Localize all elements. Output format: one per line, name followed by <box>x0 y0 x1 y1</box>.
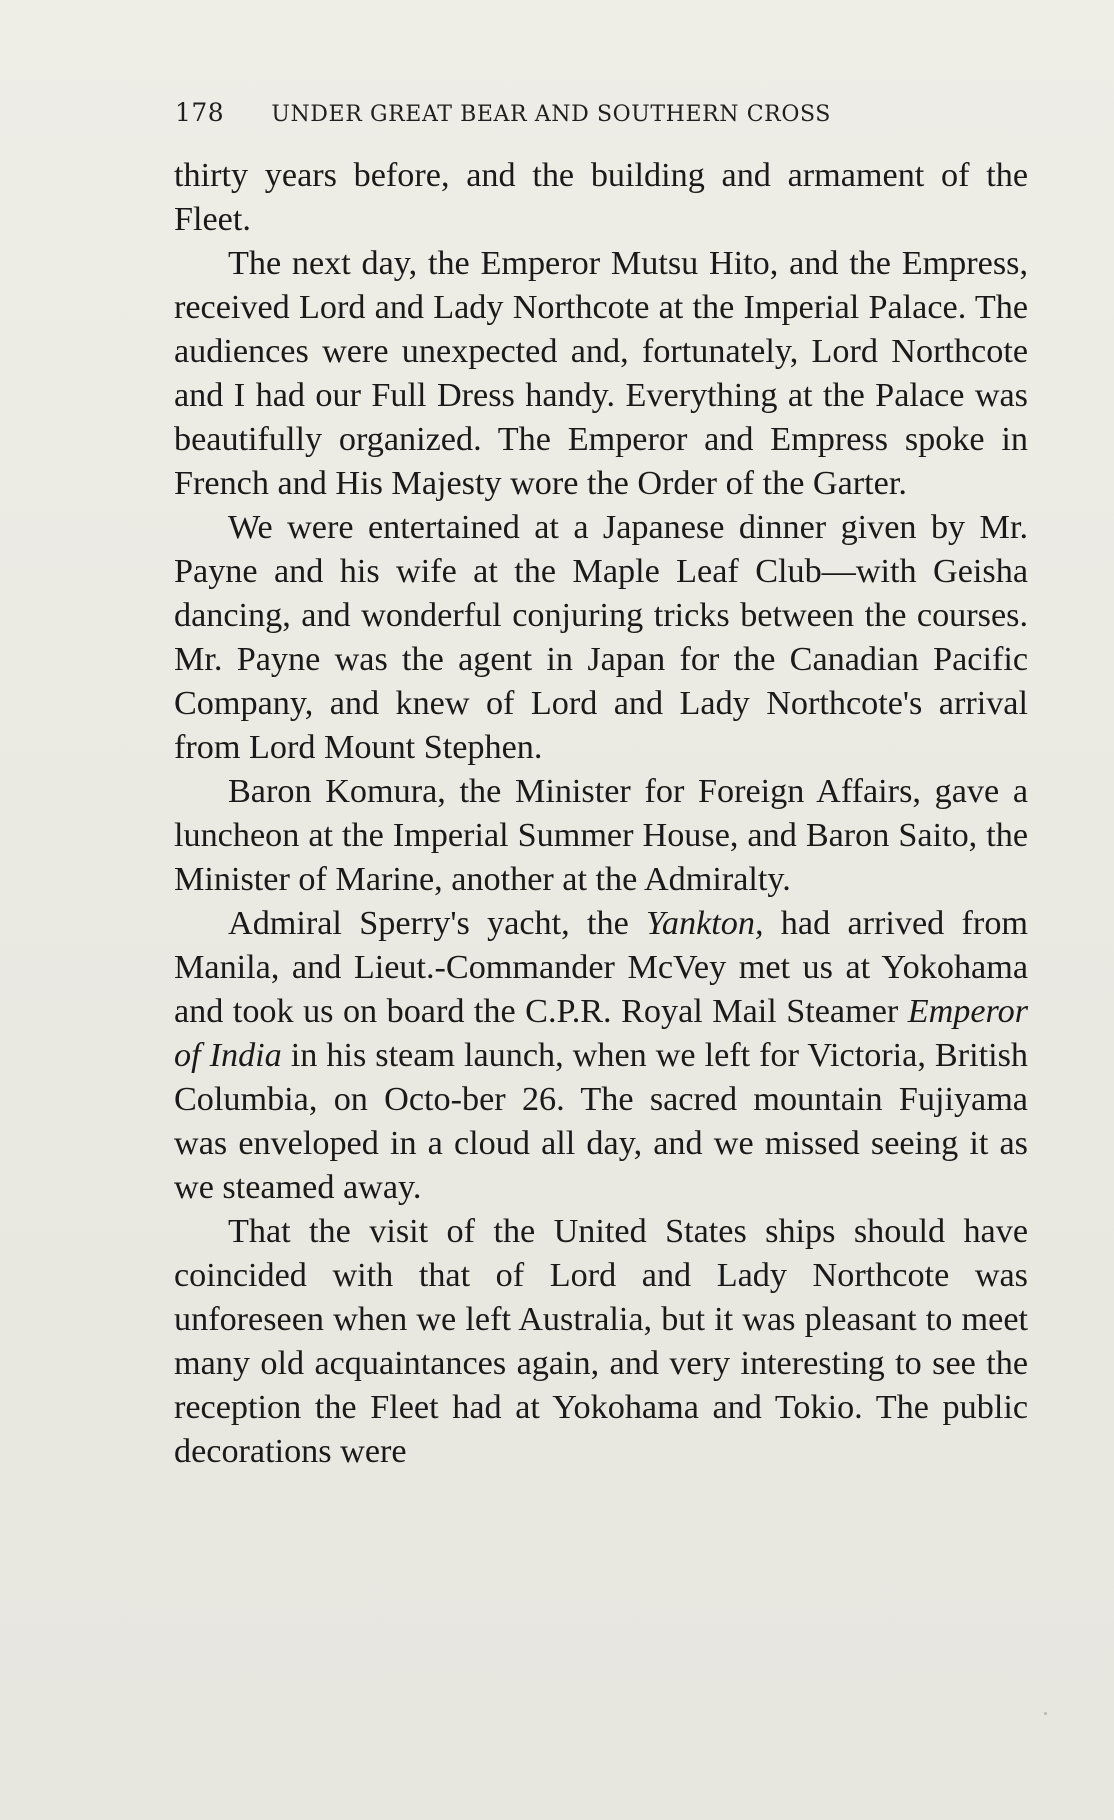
running-head <box>175 98 1035 127</box>
paragraph-japanese-dinner: We were entertained at a Japanese dinner given by Mr. Payne and his wife at the Maple Leaf Club—with Geisha dancing, and wonderful conjuring tricks between the courses. Mr. Payne was the agent in Japan for the Canadian Pacific Company, and knew of Lord and Lady Northcote's arrival from Lord Mount Stephen. <box>174 509 1028 766</box>
paragraph-emperor-audience: The next day, the Emperor Mutsu Hito, and the Empress, received Lord and Lady Northcote at the Imperial Palace. The audiences were unexpected and, fortunately, Lord Northcote and I had our Full Dress handy. Everything at the Palace was beautifully organized. The Emperor and Empress spoke in French and His Majesty wore the Order of the Garter. <box>174 245 1028 502</box>
ship-name-yankton: Yankton, <box>646 905 764 942</box>
paragraph-yankton <box>174 902 1028 1210</box>
paragraph-yankton-part3: in his steam launch, when we left for Victoria, British Columbia, on Octo-ber 26. The sacred mountain Fujiyama was enveloped in a cloud all day, and we missed seeing it as we steamed away. <box>174 1037 1028 1206</box>
paragraph-baron-komura: Baron Komura, the Minister for Foreign Affairs, gave a luncheon at the Imperial Summer House, and Baron Saito, the Minister of Marine, another at the Admiralty. <box>174 773 1028 898</box>
paragraph-united-states-visit: That the visit of the United States ships should have coincided with that of Lord and Lady Northcote was unforeseen when we left Australia, but it was pleasant to meet many old acquaintances again, and very interesting to see the reception the Fleet had at Yokohama and Tokio. The public decorations were <box>174 1213 1028 1470</box>
running-title: UNDER GREAT BEAR AND SOUTHERN CROSS <box>271 102 831 127</box>
ship-name-emperor-of-india: Emperor of India <box>174 993 1028 1074</box>
paragraph-yankton-part2: had arrived from Manila, and Lieut.-Commander McVey met us at Yokohama and took us on board the C.P.R. Royal Mail Steamer <box>174 905 1028 1030</box>
page-number: 178 <box>175 98 225 127</box>
paragraph-continued: thirty years before, and the building and armament of the Fleet. <box>174 157 1028 238</box>
body-text <box>174 154 1028 1474</box>
paper-speck <box>1044 1712 1047 1715</box>
paragraph-yankton-part1: Admiral Sperry's yacht, the <box>228 905 647 942</box>
